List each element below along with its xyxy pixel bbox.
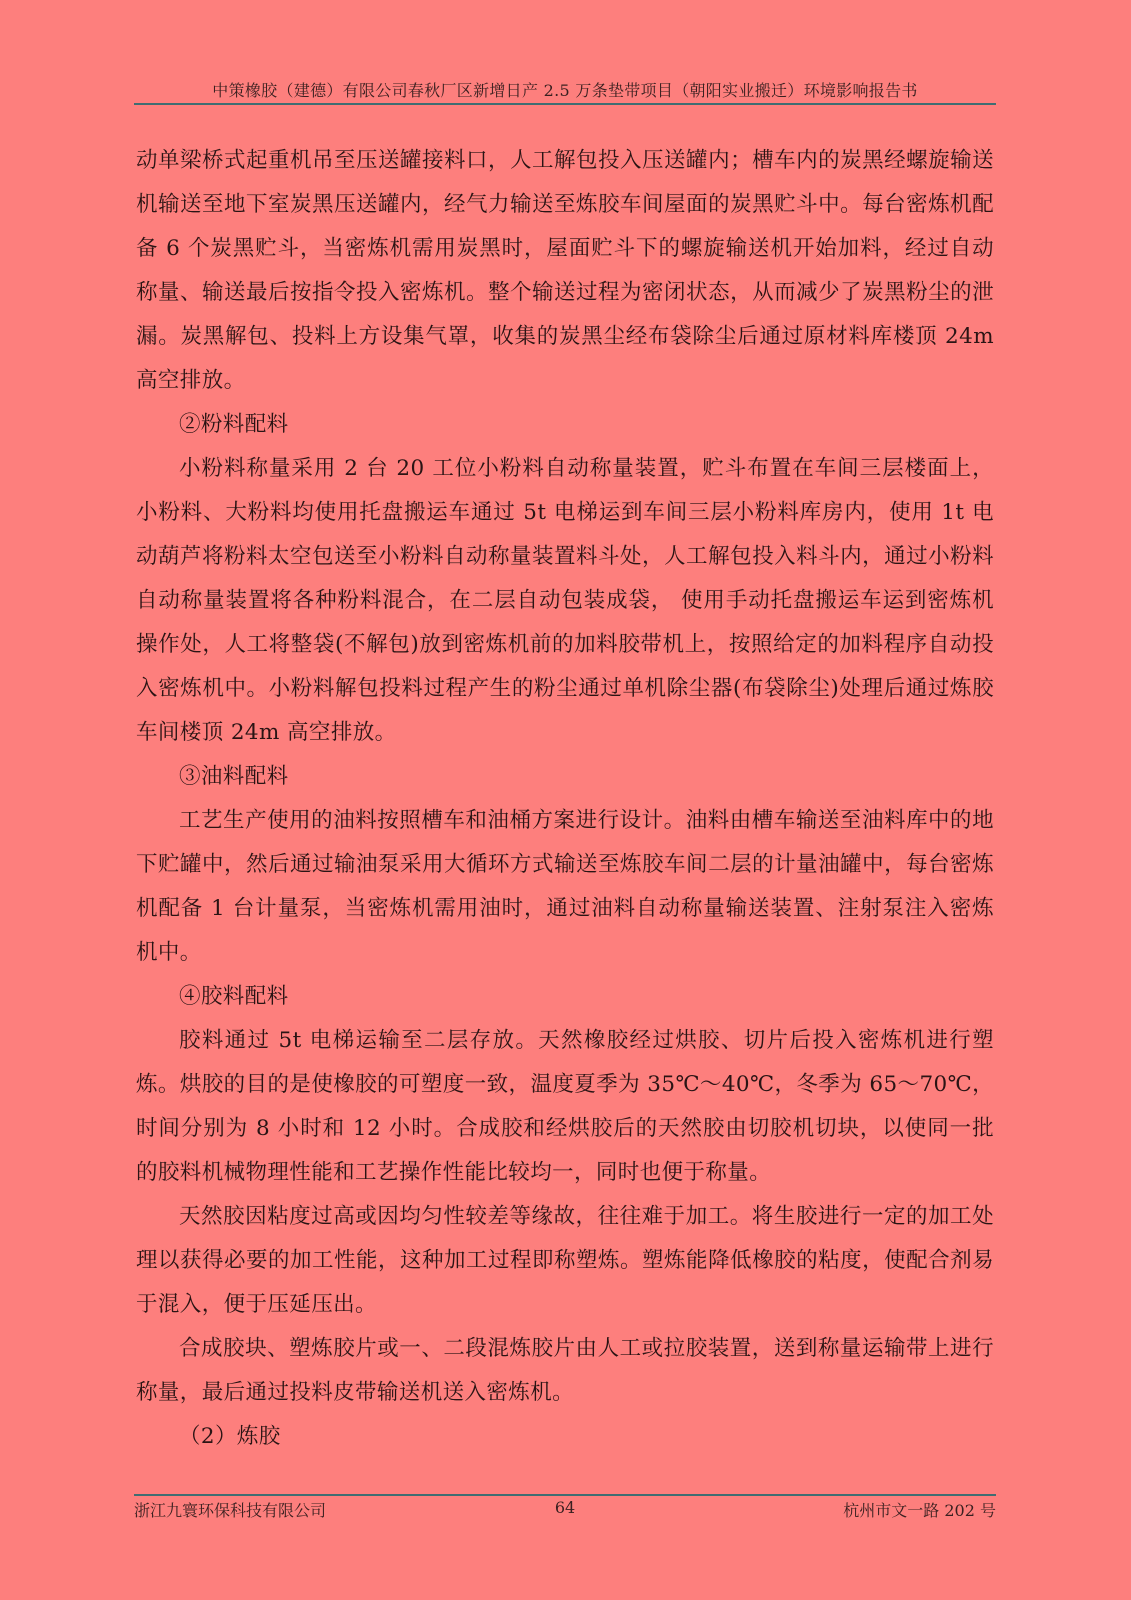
- section-heading: ②粉料配料: [179, 412, 289, 437]
- header-divider: [134, 103, 996, 105]
- section-heading: （2）炼胶: [179, 1424, 281, 1449]
- paragraph: 天然胶因粘度过高或因均匀性较差等缘故，往往难于加工。将生胶进行一定的加工处理以获得必要的加工性能，这种加工过程即称塑炼。塑炼能降低橡胶的粘度，使配合剂易于混入，便于压延压出。: [136, 1204, 994, 1317]
- page-header-title: 中策橡胶（建德）有限公司春秋厂区新增日产 2.5 万条垫带项目（朝阳实业搬迁）环境影响报告书: [212, 81, 918, 100]
- page-number: 64: [554, 1498, 576, 1517]
- paragraph: 胶料通过 5t 电梯运输至二层存放。天然橡胶经过烘胶、切片后投入密炼机进行塑炼。烘胶的目的是使橡胶的可塑度一致，温度夏季为 35℃～40℃，冬季为 65～70℃，时间分别为 8 小时和 12 小时。合成胶和经烘胶后的天然胶由切胶机切块，以使同一批的胶料机械物理性能和工艺操作性能比较均一，同时也便于称量。: [136, 1028, 994, 1185]
- paragraph: 动单梁桥式起重机吊至压送罐接料口，人工解包投入压送罐内；槽车内的炭黑经螺旋输送机输送至地下室炭黑压送罐内，经气力输送至炼胶车间屋面的炭黑贮斗中。每台密炼机配备 6 个炭黑贮斗，当密炼机需用炭黑时，屋面贮斗下的螺旋输送机开始加料，经过自动称量、输送最后按指令投入密炼机。整个输送过程为密闭状态，从而减少了炭黑粉尘的泄漏。炭黑解包、投料上方设集气罩，收集的炭黑尘经布袋除尘后通过原材料库楼顶 24m 高空排放。: [136, 148, 994, 393]
- paragraph: 合成胶块、塑炼胶片或一、二段混炼胶片由人工或拉胶装置，送到称量运输带上进行称量，最后通过投料皮带输送机送入密炼机。: [136, 1336, 994, 1405]
- section-heading: ③油料配料: [179, 764, 289, 789]
- footer-address: 杭州市文一路 202 号: [843, 1501, 996, 1520]
- footer-company: 浙江九寰环保科技有限公司: [134, 1501, 327, 1520]
- paragraph: 小粉料称量采用 2 台 20 工位小粉料自动称量装置，贮斗布置在车间三层楼面上，小粉料、大粉料均使用托盘搬运车通过 5t 电梯运到车间三层小粉料库房内，使用 1t 电动葫芦将粉料太空包送至小粉料自动称量装置料斗处，人工解包投入料斗内，通过小粉料自动称量装置将各种粉料混合，在二层自动包装成袋， 使用手动托盘搬运车运到密炼机操作处，人工将整袋(不解包)放到密炼机前的加料胶带机上，按照给定的加料程序自动投入密炼机中。小粉料解包投料过程产生的粉尘通过单机除尘器(布袋除尘)处理后通过炼胶车间楼顶 24m 高空排放。: [136, 456, 994, 745]
- section-heading: ④胶料配料: [179, 984, 289, 1009]
- footer-divider: [134, 1494, 996, 1496]
- document-body: [136, 139, 994, 1459]
- paragraph: 工艺生产使用的油料按照槽车和油桶方案进行设计。油料由槽车输送至油料库中的地下贮罐中，然后通过输油泵采用大循环方式输送至炼胶车间二层的计量油罐中，每台密炼机配备 1 台计量泵，当密炼机需用油时，通过油料自动称量输送装置、注射泵注入密炼机中。: [136, 808, 994, 965]
